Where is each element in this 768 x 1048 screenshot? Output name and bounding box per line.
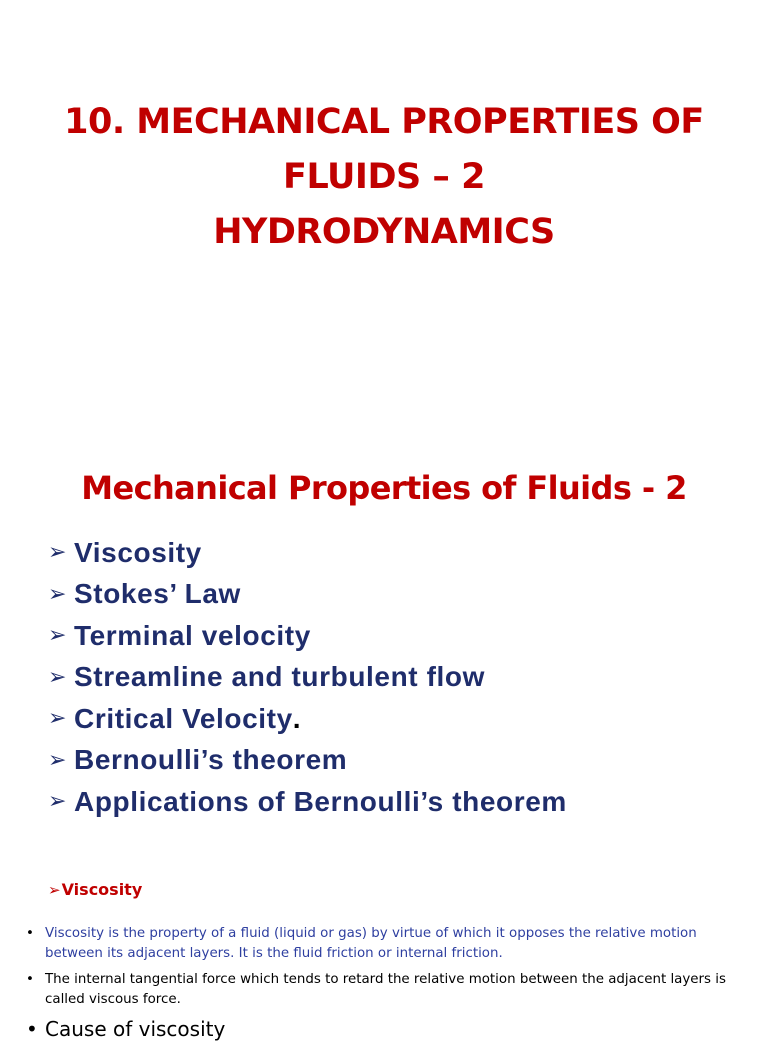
list-item [48,615,567,657]
section-heading-text: Viscosity [61,880,143,899]
list-item-text: Terminal velocity [74,619,311,651]
main-title-line-2: FLUIDS – 2 [283,157,485,197]
list-item [48,781,567,823]
paragraph-text: The internal tangential force which tends to retard the relative motion between the adjacent layers is called viscous force. [45,972,726,1007]
list-item [48,574,567,616]
list-item-text: Stokes’ Law [74,578,241,610]
arrow-bullet-icon: ➢ [48,540,68,566]
list-item [48,657,567,699]
section-heading [48,880,142,899]
dot-bullet-icon: • [26,972,34,987]
topics-title: Mechanical Properties of Fluids - 2 [81,469,687,507]
list-item [48,532,567,574]
paragraph-text: Cause of viscosity [45,1017,226,1041]
body-points [26,924,726,1048]
list-item-text: Applications of Bernoulli’s theorem [74,785,567,817]
list-item [26,924,726,964]
list-item [48,740,567,782]
list-item-text: Streamline and turbulent flow [74,661,485,693]
list-item-text: Critical Velocity [74,702,293,734]
dot-bullet-icon: • [26,926,34,941]
topic-list [48,532,567,823]
arrow-bullet-icon: ➢ [48,880,61,899]
list-item [26,1016,726,1042]
list-item-text: Viscosity [74,536,202,568]
main-title-line-1: 10. MECHANICAL PROPERTIES OF [64,102,704,142]
list-item [26,970,726,1010]
list-item [48,698,567,740]
arrow-bullet-icon: ➢ [48,623,68,649]
arrow-bullet-icon: ➢ [48,706,68,732]
list-item-suffix: . [292,702,302,734]
paragraph-text: Viscosity is the property of a fluid (liquid or gas) by virtue of which it opposes the relative motion between its adjacent layers. It is the fluid friction or internal friction. [45,926,697,961]
list-item-text: Bernoulli’s theorem [74,744,348,776]
main-title-line-3: HYDRODYNAMICS [213,212,555,252]
arrow-bullet-icon: ➢ [48,581,68,607]
main-title [0,95,768,260]
dot-bullet-icon: • [26,1017,38,1041]
arrow-bullet-icon: ➢ [48,747,68,773]
arrow-bullet-icon: ➢ [48,664,68,690]
arrow-bullet-icon: ➢ [48,789,68,815]
